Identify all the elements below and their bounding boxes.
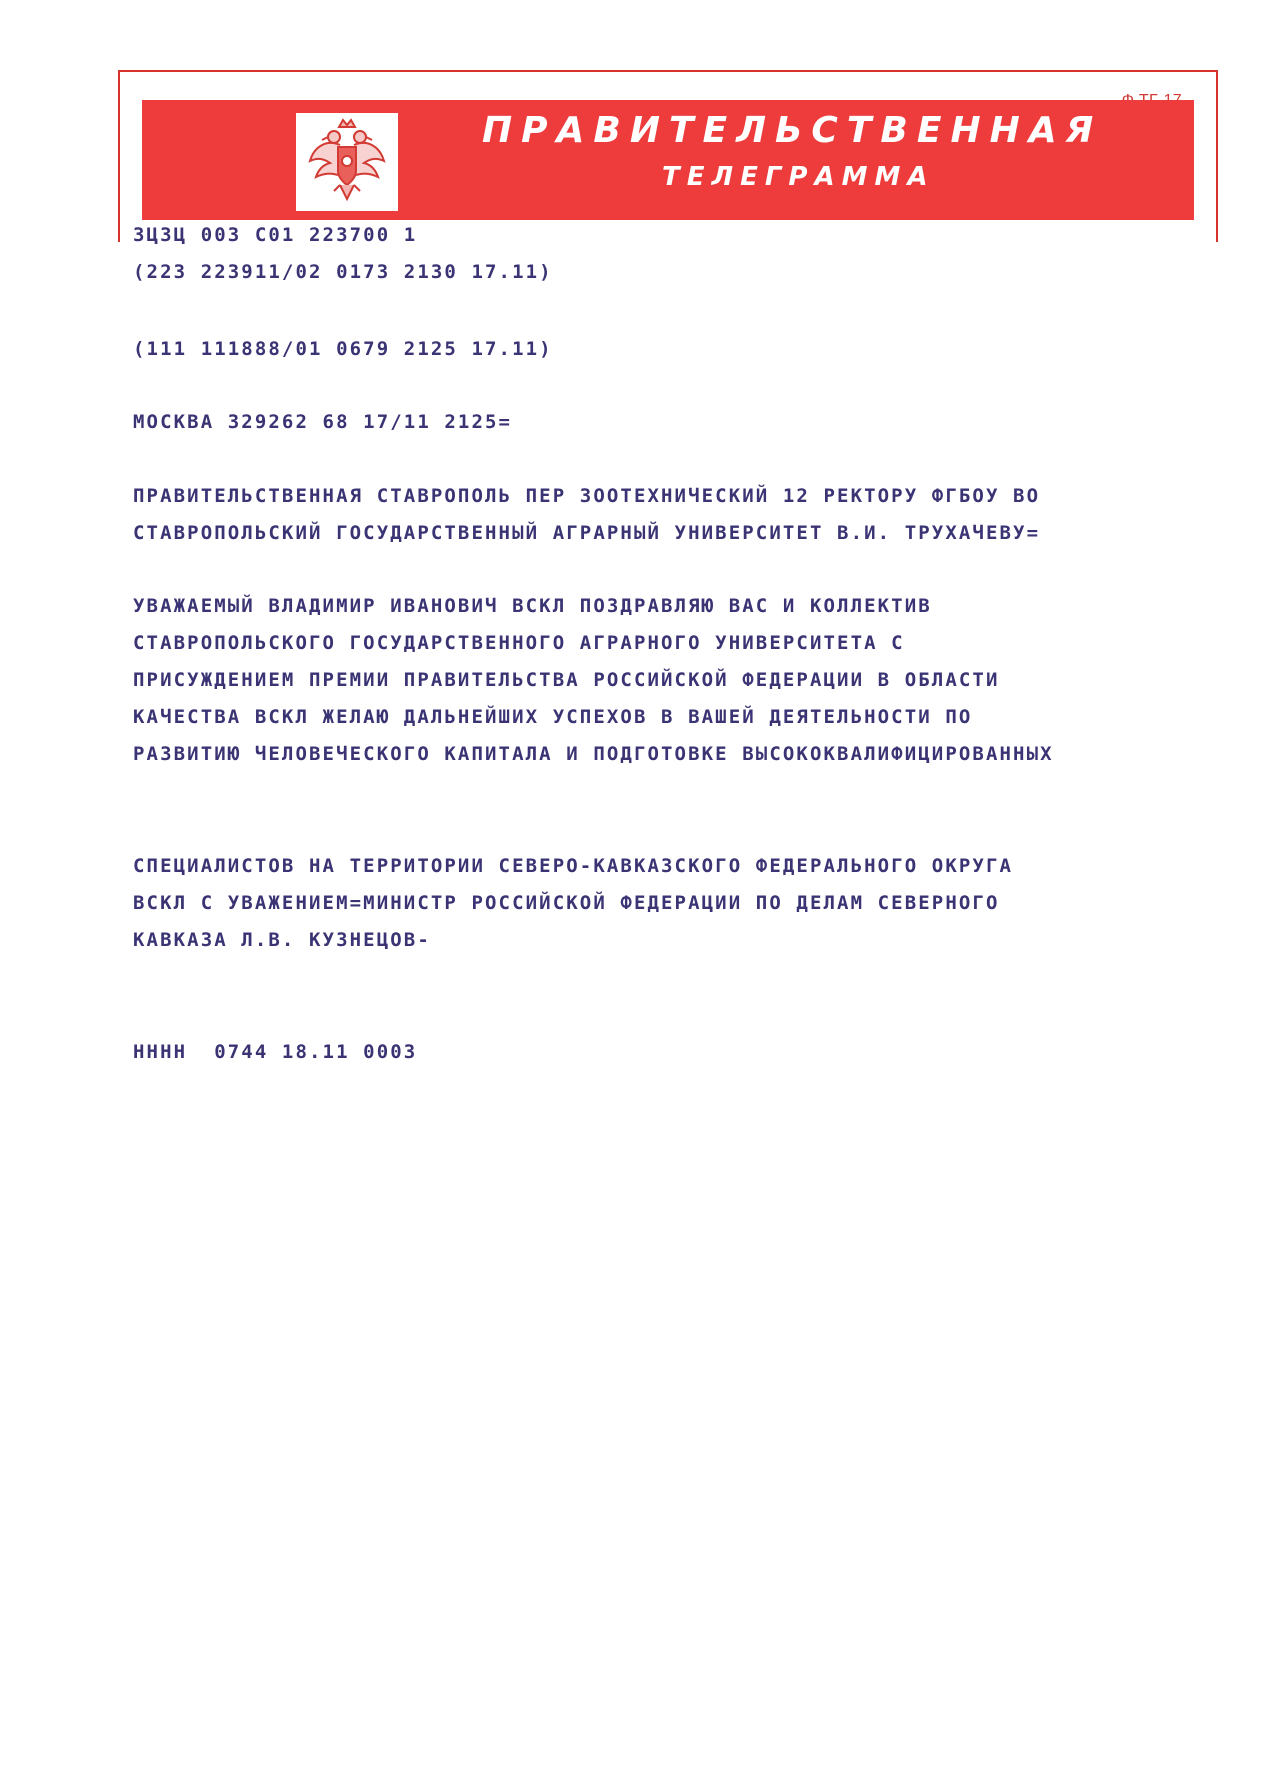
message-line: СТАВРОПОЛЬСКОГО ГОСУДАРСТВЕННОГО АГРАРНОГО УНИВЕРСИТЕТА С <box>133 632 905 654</box>
service-line: ЗЦЗЦ 003 С01 223700 1 <box>133 224 418 246</box>
origin-line: МОСКВА 329262 68 17/11 2125= <box>133 411 513 433</box>
header-banner <box>142 100 1194 220</box>
telegram-header <box>118 70 1218 242</box>
banner-subtitle: ТЕЛЕГРАММА <box>662 162 935 192</box>
russian-coat-of-arms-icon <box>296 113 398 211</box>
message-line: ВСКЛ С УВАЖЕНИЕМ=МИНИСТР РОССИЙСКОЙ ФЕДЕРАЦИИ ПО ДЕЛАМ СЕВЕРНОГО <box>133 892 1000 914</box>
message-line: РАЗВИТИЮ ЧЕЛОВЕЧЕСКОГО КАПИТАЛА И ПОДГОТОВКЕ ВЫСОКОКВАЛИФИЦИРОВАННЫХ <box>133 743 1054 765</box>
service-line: (223 223911/02 0173 2130 17.11) <box>133 261 553 283</box>
service-line: (111 111888/01 0679 2125 17.11) <box>133 338 553 360</box>
message-line: УВАЖАЕМЫЙ ВЛАДИМИР ИВАНОВИЧ ВСКЛ ПОЗДРАВЛЯЮ ВАС И КОЛЛЕКТИВ <box>133 595 932 617</box>
address-line: ПРАВИТЕЛЬСТВЕННАЯ СТАВРОПОЛЬ ПЕР ЗООТЕХНИЧЕСКИЙ 12 РЕКТОРУ ФГБОУ ВО <box>133 485 1041 507</box>
banner-title: ПРАВИТЕЛЬСТВЕННАЯ <box>482 110 1103 151</box>
address-line: СТАВРОПОЛЬСКИЙ ГОСУДАРСТВЕННЫЙ АГРАРНЫЙ УНИВЕРСИТЕТ В.И. ТРУХАЧЕВУ= <box>133 522 1041 544</box>
closing-line: НННН 0744 18.11 0003 <box>133 1041 418 1063</box>
signature-line: КАВКАЗА Л.В. КУЗНЕЦОВ- <box>133 929 431 951</box>
message-line: СПЕЦИАЛИСТОВ НА ТЕРРИТОРИИ СЕВЕРО-КАВКАЗСКОГО ФЕДЕРАЛЬНОГО ОКРУГА <box>133 855 1014 877</box>
message-line: ПРИСУЖДЕНИЕМ ПРЕМИИ ПРАВИТЕЛЬСТВА РОССИЙСКОЙ ФЕДЕРАЦИИ В ОБЛАСТИ <box>133 669 1000 691</box>
message-line: КАЧЕСТВА ВСКЛ ЖЕЛАЮ ДАЛЬНЕЙШИХ УСПЕХОВ В ВАШЕЙ ДЕЯТЕЛЬНОСТИ ПО <box>133 706 973 728</box>
